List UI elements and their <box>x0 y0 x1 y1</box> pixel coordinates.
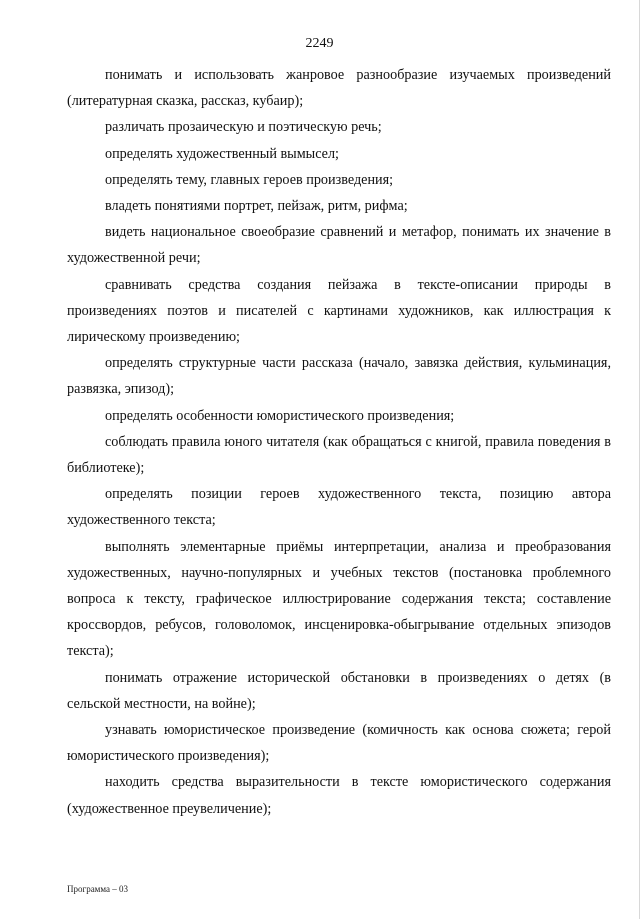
page-number: 2249 <box>305 36 334 51</box>
paragraph: сравнивать средства создания пейзажа в тексте-описании природы в произведениях поэтов и писателей с картинами художников, как иллюстрация к лирическому произведению; <box>67 276 611 346</box>
paragraph: понимать и использовать жанровое разнообразие изучаемых произведений (литературная сказка, рассказ, кубаир); <box>67 67 611 110</box>
paragraph: определять структурные части рассказа (начало, завязка действия, кульминация, развязка, эпизод); <box>67 355 611 398</box>
paragraph: выполнять элементарные приёмы интерпретации, анализа и преобразования художественных, научно-популярных и учебных текстов (постановка проблемного вопроса к тексту, графическое иллюстрирование содержания текста; составление кроссвордов, ребусов, головоломок, инсценировка-обыгрывание отдельных эпизодов текста); <box>67 538 611 660</box>
paragraph: соблюдать правила юного читателя (как обращаться с книгой, правила поведения в библиотеке); <box>67 433 611 477</box>
paragraph: различать прозаическую и поэтическую речь; <box>105 119 382 136</box>
paragraph: определять тему, главных героев произведения; <box>105 171 394 188</box>
paragraph: понимать отражение исторической обстановки в произведениях о детях (в сельской местности, на войне); <box>67 669 611 712</box>
body-text <box>67 62 611 822</box>
paragraph: определять позиции героев художественного текста, позицию автора художественного текста; <box>67 486 611 529</box>
paragraph: владеть понятиями портрет, пейзаж, ритм, рифма; <box>105 198 408 215</box>
paragraph: определять особенности юмористического произведения; <box>105 407 455 424</box>
paragraph: определять художественный вымысел; <box>105 145 340 162</box>
paragraph: узнавать юмористическое произведение (комичность как основа сюжета; герой юмористического произведения); <box>67 722 611 765</box>
paragraph: видеть национальное своеобразие сравнений и метафор, понимать их значение в художественной речи; <box>67 224 611 267</box>
paragraph: находить средства выразительности в тексте юмористического содержания (художественное преувеличение); <box>67 774 611 817</box>
footer-label: Программа – 03 <box>67 884 129 894</box>
